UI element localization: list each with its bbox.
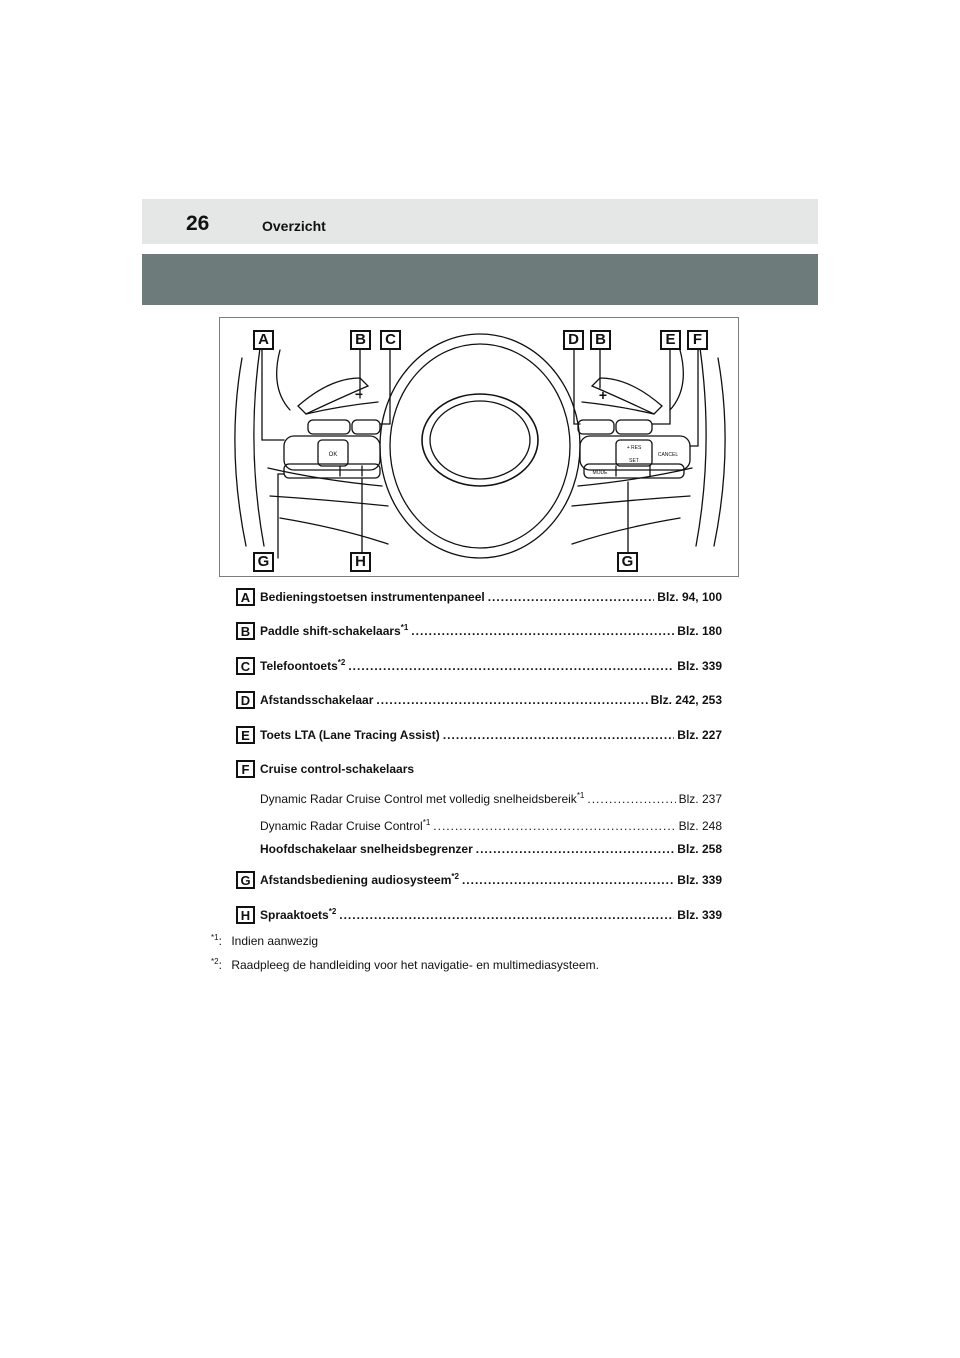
page-reference: Blz. 227 [677, 728, 722, 742]
entry-key: D [236, 691, 255, 709]
page-reference: Blz. 339 [677, 659, 722, 673]
entry-label: Cruise control-schakelaars [260, 762, 415, 776]
cancel-button-label: CANCEL [657, 452, 679, 458]
sub-item-label: Hoofdschakelaar snelheidsbegrenzer [260, 842, 473, 856]
header-bar [142, 199, 818, 244]
footnote-marker: *1 [576, 791, 585, 800]
steering-wheel-figure [219, 317, 739, 577]
entry-label: Bedieningstoetsen instrumentenpaneel [260, 590, 485, 604]
entry-label: Paddle shift-schakelaars [260, 624, 401, 638]
entry-label: Spraaktoets [260, 908, 329, 922]
callout-c: C [380, 330, 401, 350]
steering-wheel-illustration [220, 318, 740, 578]
footnote-2: $^{*2}$: Raadpleeg de handleiding voor het navigatie- en multimediasysteem. [211, 957, 599, 972]
sub-item-label: Dynamic Radar Cruise Control met volledig snelheidsbereik [260, 792, 577, 806]
entry-label: Telefoontoets [260, 659, 338, 673]
set-button-label: SET [629, 458, 639, 464]
entry-key: A [236, 588, 255, 606]
callout-b-right: B [590, 330, 611, 350]
footnote-marker: *2 [337, 658, 346, 667]
callout-a: A [253, 330, 274, 350]
page-reference: Blz. 242, 253 [650, 693, 722, 707]
footnote-marker: *2 [451, 872, 459, 881]
page-reference: Blz. 94, 100 [657, 590, 722, 604]
callout-f: F [687, 330, 708, 350]
page-reference: Blz. 248 [678, 819, 722, 833]
entry-label: Afstandsschakelaar [260, 693, 374, 707]
entry-key: E [236, 726, 255, 744]
callout-g-right: G [617, 552, 638, 572]
entry-label: Afstandsbediening audiosysteem [260, 873, 452, 887]
footnote-mark: *2 [211, 957, 219, 966]
mode-button-label: MODE [592, 470, 608, 476]
callout-e: E [660, 330, 681, 350]
entry-key: H [236, 906, 255, 924]
minus-paddle-label: − [354, 386, 364, 402]
section-band [142, 254, 818, 305]
footnote-marker: *1 [400, 623, 409, 632]
page-number: 26 [186, 212, 210, 235]
page-reference: Blz. 258 [677, 842, 722, 856]
entry-key: F [236, 760, 255, 778]
footnote-mark: *1 [211, 933, 219, 942]
callout-h: H [350, 552, 371, 572]
ok-button-label: OK [328, 452, 338, 458]
sub-item [260, 842, 722, 856]
res-button-label: + RES [626, 445, 642, 451]
page-reference: Blz. 180 [677, 624, 722, 638]
entry-key: G [236, 871, 255, 889]
sub-item [260, 819, 722, 833]
entry-key: C [236, 657, 255, 675]
sub-item [260, 792, 722, 806]
footnote-marker: *2 [328, 907, 337, 916]
footnote-marker: *1 [422, 818, 431, 827]
plus-paddle-label: + [598, 387, 608, 403]
sub-item-label: Dynamic Radar Cruise Control [260, 819, 423, 833]
callout-g: G [253, 552, 274, 572]
page-reference: Blz. 339 [677, 873, 722, 887]
page-reference: Blz. 237 [678, 792, 722, 806]
callout-b: B [350, 330, 371, 350]
page-reference: Blz. 339 [677, 908, 722, 922]
footnote-1: $^{*1}$: Indien aanwezig [211, 933, 319, 948]
entry-key: B [236, 622, 255, 640]
section-title: Overzicht [262, 218, 326, 234]
callout-d: D [563, 330, 584, 350]
entry-label: Toets LTA (Lane Tracing Assist) [260, 728, 440, 742]
footnote-text: Indien aanwezig [231, 934, 319, 948]
footnote-text: Raadpleeg de handleiding voor het navigatie- en multimediasysteem. [231, 958, 599, 972]
